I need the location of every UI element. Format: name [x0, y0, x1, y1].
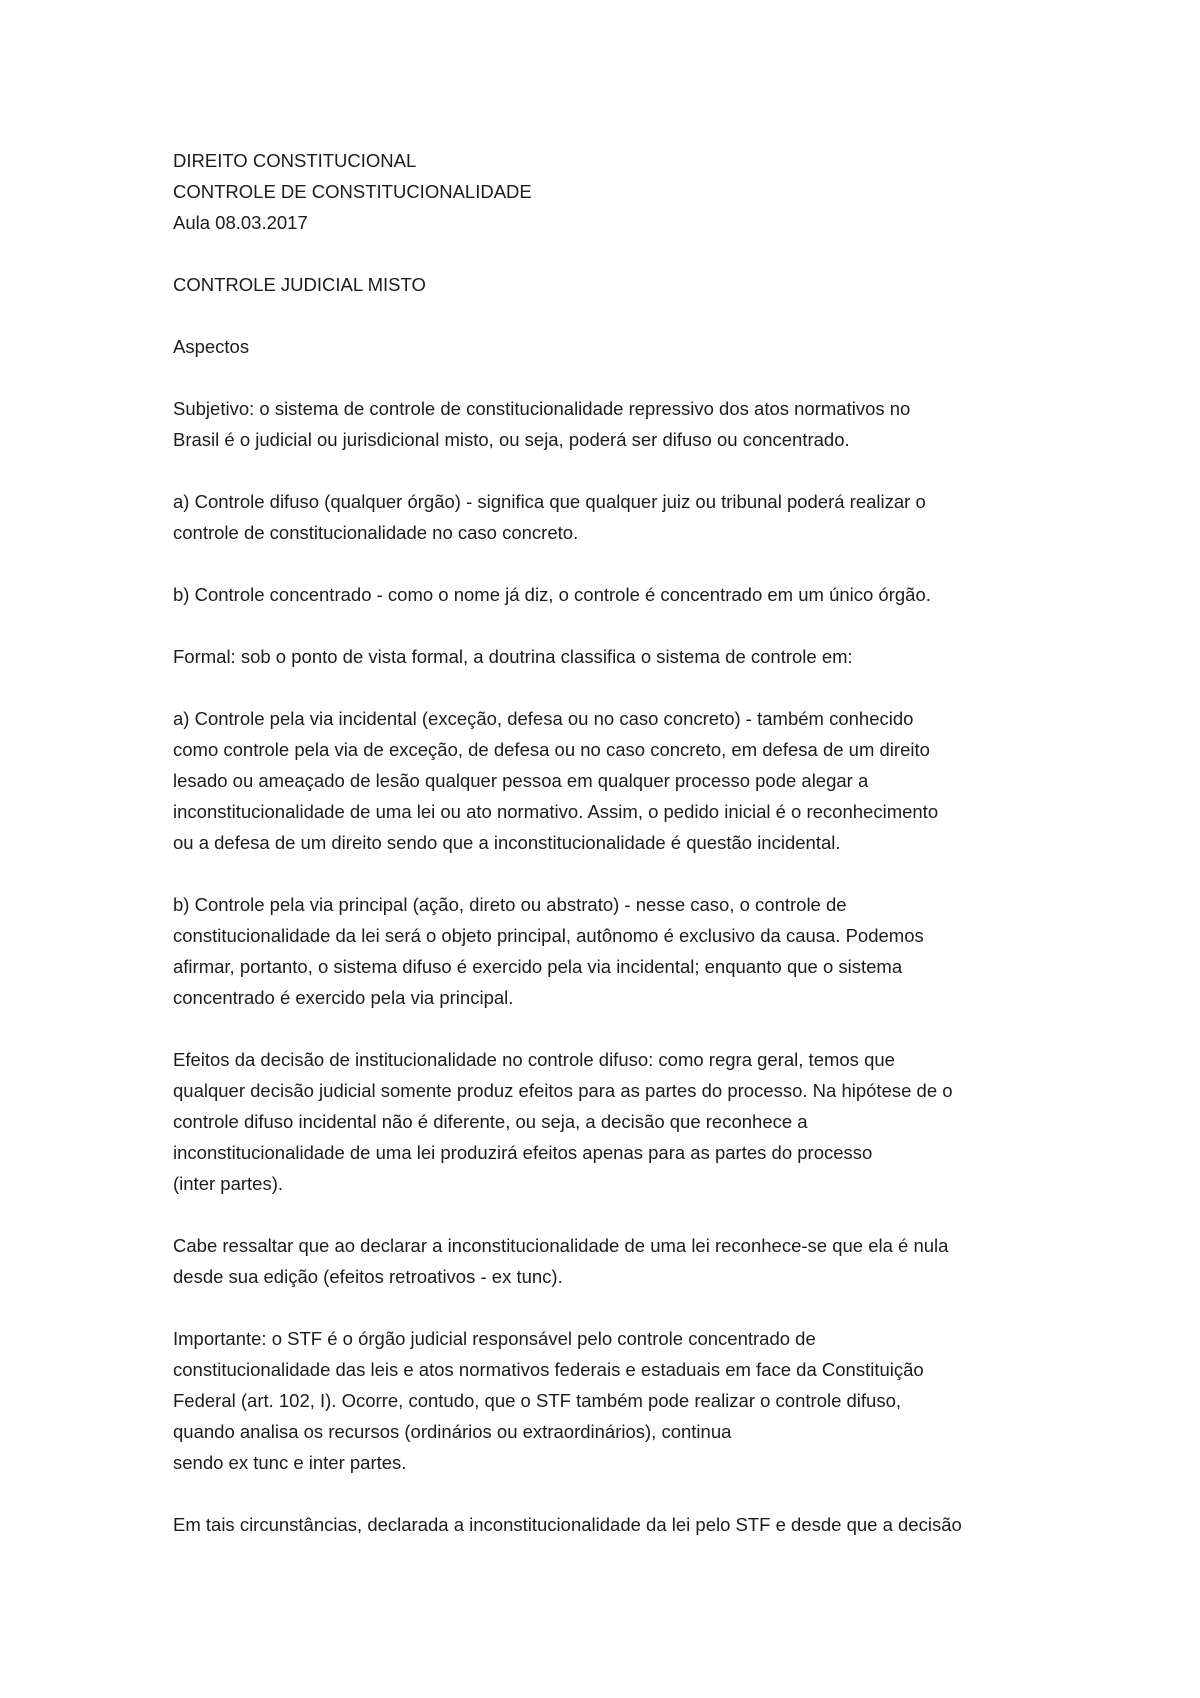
paragraph-line: Cabe ressaltar que ao declarar a inconstitucionalidade de uma lei reconhece-se que ela é nula [173, 1235, 949, 1256]
paragraph-subjetivo [173, 393, 1073, 455]
paragraph-line: lesado ou ameaçado de lesão qualquer pessoa em qualquer processo pode alegar a [173, 770, 869, 791]
paragraph-line: Efeitos da decisão de institucionalidade no controle difuso: como regra geral, temos que [173, 1049, 895, 1070]
paragraph-formal [173, 641, 1073, 672]
paragraph-line: concentrado é exercido pela via principal. [173, 987, 514, 1008]
paragraph-line: inconstitucionalidade de uma lei ou ato normativo. Assim, o pedido inicial é o reconhecimento [173, 801, 939, 822]
paragraph-line: controle de constitucionalidade no caso concreto. [173, 522, 579, 543]
paragraph-line: inconstitucionalidade de uma lei produzirá efeitos apenas para as partes do processo [173, 1142, 873, 1163]
paragraph-via-principal [173, 889, 1073, 1013]
paragraph-line: constitucionalidade da lei será o objeto principal, autônomo é exclusivo da causa. Podemos [173, 925, 924, 946]
paragraph-line: a) Controle pela via incidental (exceção, defesa ou no caso concreto) - também conhecido [173, 708, 914, 729]
document-body [173, 145, 1073, 1540]
subject-line: DIREITO CONSTITUCIONAL [173, 150, 417, 171]
date-line: Aula 08.03.2017 [173, 212, 308, 233]
paragraph-importante [173, 1323, 1073, 1478]
paragraph-efeitos [173, 1044, 1073, 1199]
paragraph-line: constitucionalidade das leis e atos normativos federais e estaduais em face da Constituição [173, 1359, 924, 1380]
paragraph-line: ou a defesa de um direito sendo que a inconstitucionalidade é questão incidental. [173, 832, 841, 853]
paragraph-line: desde sua edição (efeitos retroativos - ex tunc). [173, 1266, 563, 1287]
paragraph-via-incidental [173, 703, 1073, 858]
paragraph-line: a) Controle difuso (qualquer órgão) - significa que qualquer juiz ou tribunal poderá realizar o [173, 491, 926, 512]
paragraph-ressalva [173, 1230, 1073, 1292]
paragraph-line: Importante: o STF é o órgão judicial responsável pelo controle concentrado de [173, 1328, 816, 1349]
paragraph-line: Federal (art. 102, I). Ocorre, contudo, que o STF também pode realizar o controle difuso, [173, 1390, 902, 1411]
paragraph-line: sendo ex tunc e inter partes. [173, 1452, 407, 1473]
topic-line: CONTROLE DE CONSTITUCIONALIDADE [173, 181, 532, 202]
paragraph-line: Formal: sob o ponto de vista formal, a doutrina classifica o sistema de controle em: [173, 646, 853, 667]
paragraph-line: como controle pela via de exceção, de defesa ou no caso concreto, em defesa de um direito [173, 739, 930, 760]
paragraph-circunstancias [173, 1509, 1073, 1540]
paragraph-line: b) Controle concentrado - como o nome já diz, o controle é concentrado em um único órgão. [173, 584, 931, 605]
paragraph-line: controle difuso incidental não é diferente, ou seja, a decisão que reconhece a [173, 1111, 808, 1132]
paragraph-line: quando analisa os recursos (ordinários ou extraordinários), continua [173, 1421, 732, 1442]
paragraph-line: afirmar, portanto, o sistema difuso é exercido pela via incidental; enquanto que o sistema [173, 956, 903, 977]
paragraph-line: b) Controle pela via principal (ação, direto ou abstrato) - nesse caso, o controle de [173, 894, 847, 915]
paragraph-line: qualquer decisão judicial somente produz efeitos para as partes do processo. Na hipótese de o [173, 1080, 953, 1101]
paragraph-line: Brasil é o judicial ou jurisdicional misto, ou seja, poderá ser difuso ou concentrado. [173, 429, 850, 450]
section-title: CONTROLE JUDICIAL MISTO [173, 274, 426, 295]
paragraph-controle-concentrado [173, 579, 1073, 610]
paragraph-line: Subjetivo: o sistema de controle de constitucionalidade repressivo dos atos normativos no [173, 398, 911, 419]
paragraph-line: (inter partes). [173, 1173, 284, 1194]
paragraph-controle-difuso [173, 486, 1073, 548]
paragraph-line: Em tais circunstâncias, declarada a inconstitucionalidade da lei pelo STF e desde que a decisão [173, 1514, 962, 1535]
aspects-heading: Aspectos [173, 336, 250, 357]
